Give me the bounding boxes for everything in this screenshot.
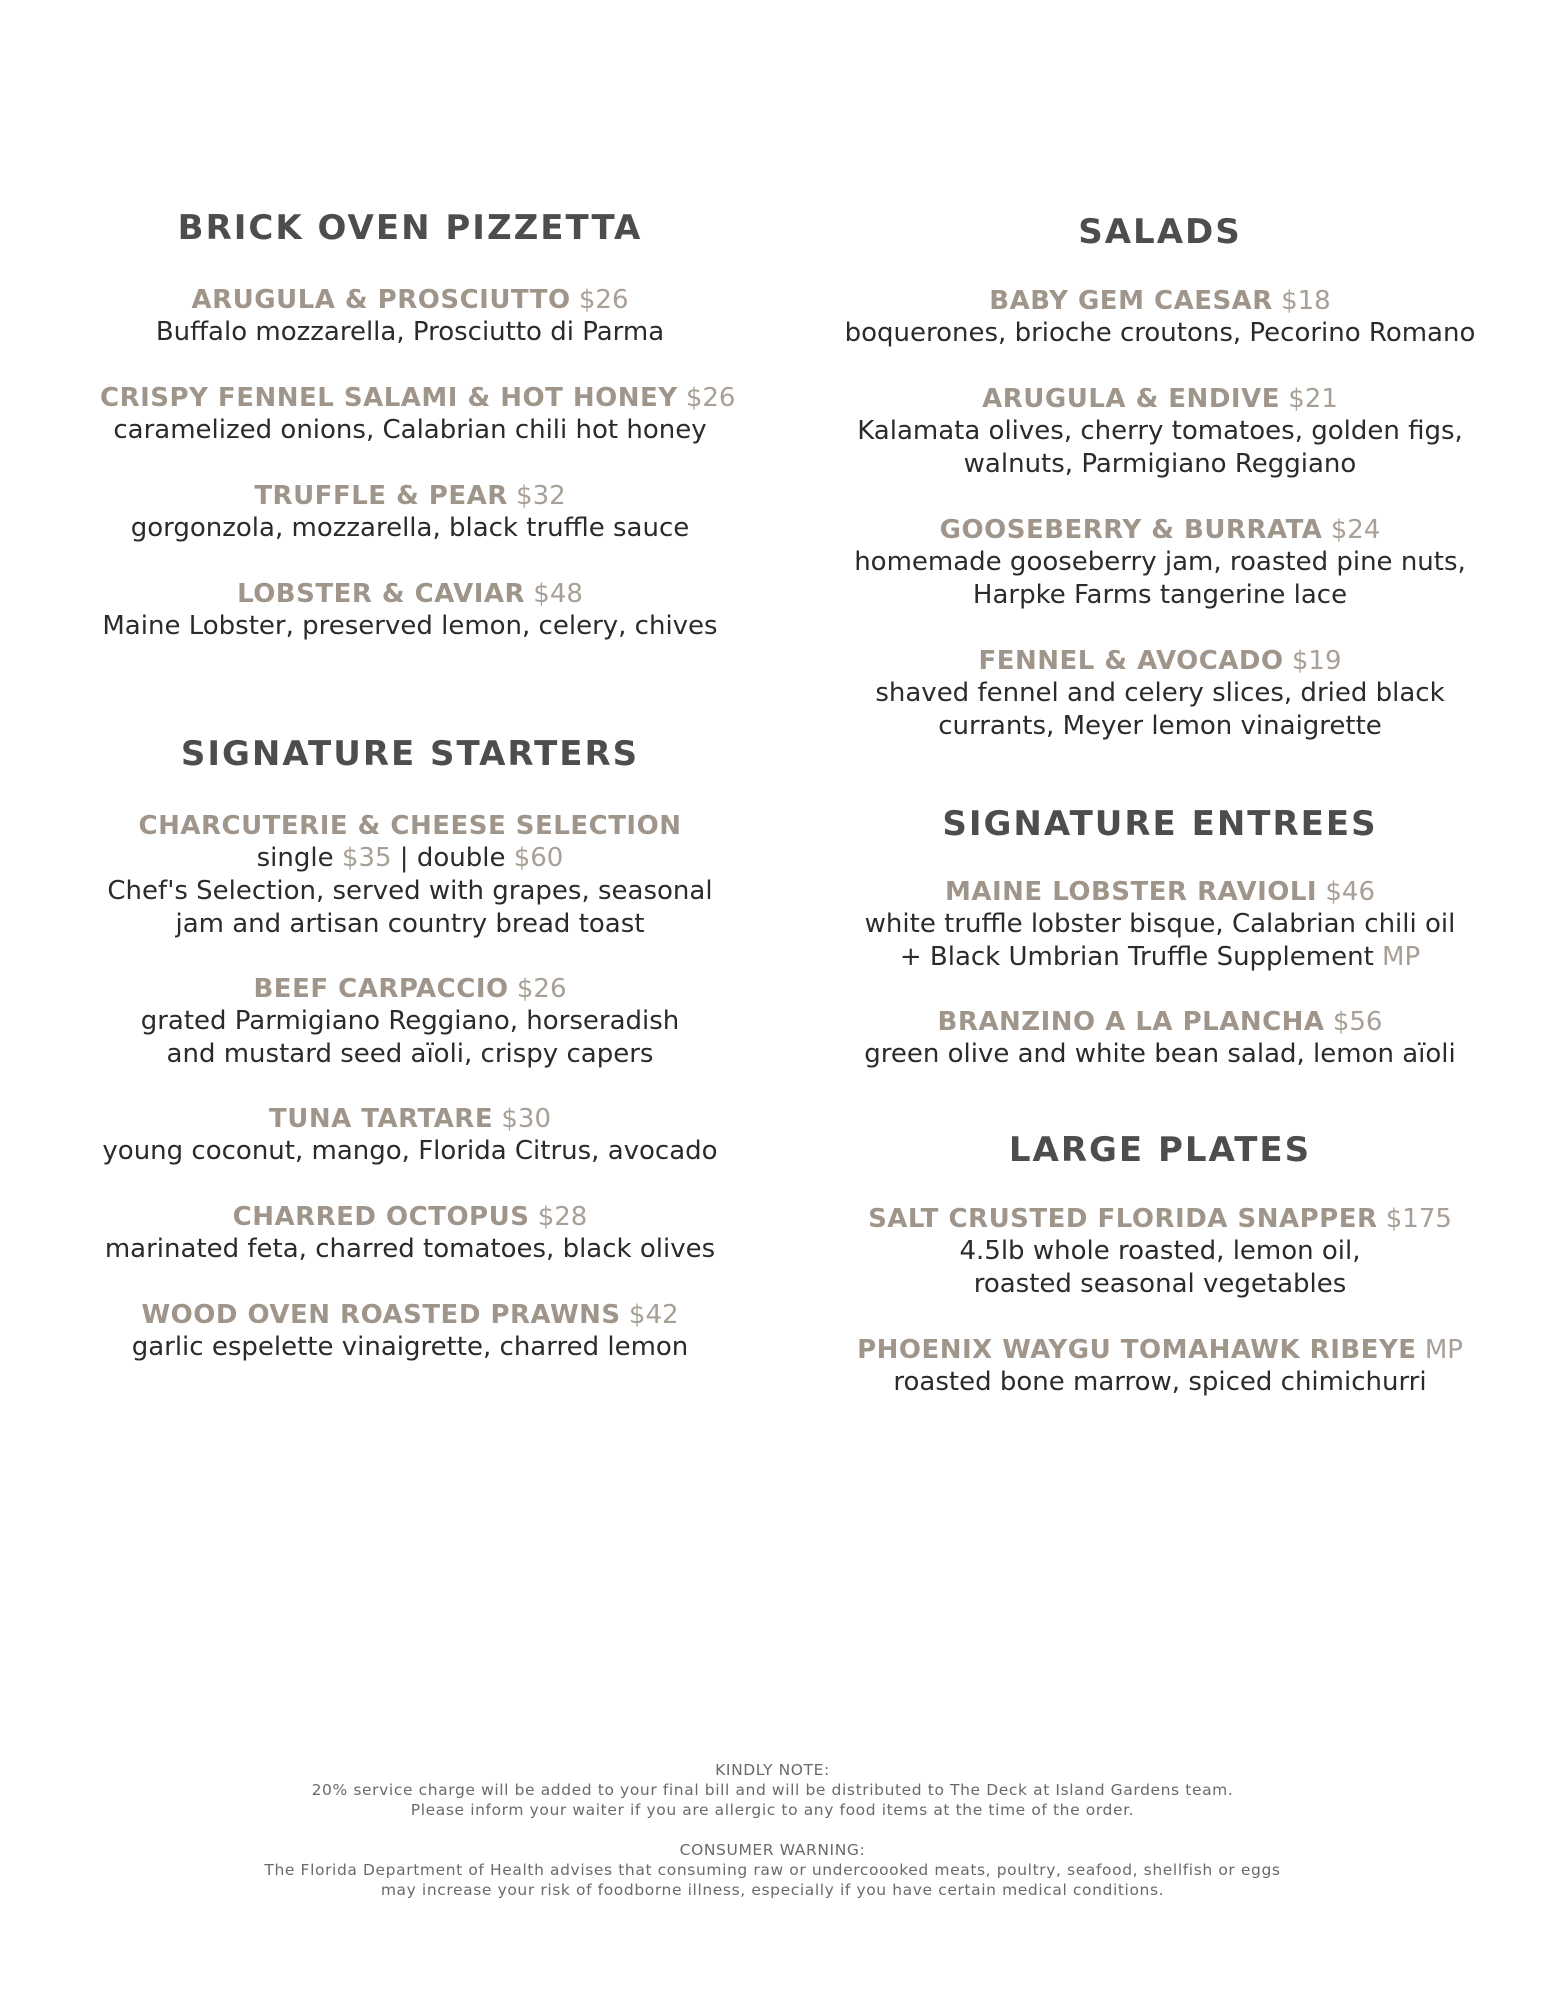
menu-item [100, 1201, 720, 1266]
item-price: $175 [1385, 1204, 1452, 1234]
item-description: roasted seasonal vegetables [973, 1269, 1347, 1299]
menu-item [100, 480, 720, 545]
item-price: $18 [1281, 286, 1331, 316]
item-price: $19 [1291, 646, 1342, 676]
item-price: MP [1424, 1335, 1463, 1365]
item-description: garlic espelette vinaigrette, charred lemon [131, 1332, 689, 1362]
menu-item [830, 1334, 1490, 1399]
item-description: Harpke Farms tangerine lace [972, 580, 1348, 610]
item-description: young coconut, mango, Florida Citrus, avocado [102, 1136, 718, 1166]
menu-item [830, 383, 1490, 481]
item-name: BRANZINO A LA PLANCHA [937, 1007, 1325, 1037]
item-description: grated Parmigiano Reggiano, horseradish [140, 1006, 680, 1036]
item-name: FENNEL & AVOCADO [978, 646, 1284, 676]
item-description: 4.5lb whole roasted, lemon oil, [959, 1236, 1361, 1266]
item-description: roasted bone marrow, spiced chimichurri [893, 1367, 1427, 1397]
single-label: single [256, 843, 334, 873]
section-title-large-plates: LARGE PLATES [1008, 1130, 1312, 1170]
menu-item [100, 973, 720, 1071]
item-name: LOBSTER & CAVIAR [237, 579, 526, 609]
item-price: $24 [1330, 515, 1381, 545]
menu-item [100, 1299, 720, 1364]
item-description: jam and artisan country bread toast [175, 909, 645, 939]
item-price-options [100, 842, 720, 875]
item-description: marinated feta, charred tomatoes, black olives [104, 1234, 716, 1264]
note-title: KINDLY NOTE: [715, 1761, 830, 1779]
item-name: BABY GEM CAESAR [989, 286, 1273, 316]
supplement-price: MP [1382, 942, 1421, 972]
item-price: $30 [501, 1104, 551, 1134]
starters-section [100, 734, 720, 774]
footer-warning [0, 1840, 1545, 1900]
item-name: ARUGULA & ENDIVE [982, 384, 1280, 414]
item-price: $26 [516, 974, 567, 1004]
item-description: walnuts, Parmigiano Reggiano [963, 449, 1357, 479]
item-name: TRUFFLE & PEAR [254, 481, 508, 511]
pizzetta-section [100, 208, 720, 248]
item-description: green olive and white bean salad, lemon aïoli [864, 1039, 1456, 1069]
item-price: $42 [628, 1300, 679, 1330]
note-line: Please inform your waiter if you are allergic to any food items at the time of the order. [410, 1801, 1135, 1819]
item-price: $48 [533, 579, 583, 609]
warning-title: CONSUMER WARNING: [679, 1841, 866, 1859]
menu-item [100, 382, 736, 447]
single-price: $35 [341, 843, 392, 873]
item-description: shaved fennel and celery slices, dried black [875, 678, 1445, 708]
item-name: SALT CRUSTED FLORIDA SNAPPER [868, 1204, 1378, 1234]
item-price: $26 [578, 285, 629, 315]
item-description: Maine Lobster, preserved lemon, celery, chives [102, 611, 718, 641]
item-description: currants, Meyer lemon vinaigrette [938, 711, 1382, 741]
item-price: $46 [1325, 877, 1376, 907]
menu-item [100, 284, 720, 349]
item-name: PHOENIX WAYGU TOMAHAWK RIBEYE [857, 1335, 1417, 1365]
item-name: ARUGULA & PROSCIUTTO [191, 285, 571, 315]
menu-item [830, 1203, 1490, 1301]
salads-section [830, 212, 1490, 252]
warning-line: The Florida Department of Health advises that consuming raw or undercoooked meats, poultry, seafood, shellfish or eggs [264, 1861, 1281, 1879]
item-description: Chef's Selection, served with grapes, seasonal [107, 876, 713, 906]
menu-item [100, 578, 720, 643]
item-description: gorgonzola, mozzarella, black truffle sauce [130, 513, 690, 543]
section-title-pizzetta: BRICK OVEN PIZZETTA [177, 208, 643, 248]
menu-item [830, 645, 1490, 743]
item-price: $26 [685, 383, 736, 413]
section-title-entrees: SIGNATURE ENTREES [942, 804, 1378, 844]
section-title-salads: SALADS [1078, 212, 1242, 252]
item-description: Kalamata olives, cherry tomatoes, golden figs, [857, 416, 1463, 446]
warning-line: may increase your risk of foodborne illness, especially if you have certain medical conditions. [380, 1881, 1165, 1899]
item-name: CHARRED OCTOPUS [232, 1202, 530, 1232]
item-description: boquerones, brioche croutons, Pecorino Romano [844, 318, 1476, 348]
item-price: $32 [516, 481, 566, 511]
menu-item-ravioli [830, 876, 1490, 974]
item-name: GOOSEBERRY & BURRATA [939, 515, 1323, 545]
item-description: caramelized onions, Calabrian chili hot honey [113, 415, 707, 445]
entrees-section [830, 804, 1490, 844]
item-description: and mustard seed aïoli, crispy capers [166, 1039, 654, 1069]
price-separator: | [399, 843, 409, 873]
item-description: Buffalo mozzarella, Prosciutto di Parma [155, 317, 665, 347]
item-description: white truffle lobster bisque, Calabrian chili oil [864, 909, 1456, 939]
large-plates-section [830, 1130, 1490, 1170]
note-line: 20% service charge will be added to your final bill and will be distributed to The Deck at Island Gardens team. [311, 1781, 1234, 1799]
item-price: $21 [1288, 384, 1338, 414]
item-description: homemade gooseberry jam, roasted pine nuts, [854, 547, 1466, 577]
menu-item [100, 1103, 720, 1168]
item-price: $28 [537, 1202, 588, 1232]
menu-item-charcuterie [100, 810, 720, 941]
menu-item [830, 1006, 1490, 1071]
double-label: double [416, 843, 506, 873]
menu-item [830, 285, 1490, 350]
item-name: CRISPY FENNEL SALAMI & HOT HONEY [100, 383, 678, 413]
item-name: BEEF CARPACCIO [253, 974, 509, 1004]
item-name: MAINE LOBSTER RAVIOLI [944, 877, 1318, 907]
item-name: TUNA TARTARE [269, 1104, 494, 1134]
item-name: CHARCUTERIE & CHEESE SELECTION [138, 811, 682, 841]
item-price: $56 [1332, 1007, 1383, 1037]
item-name: WOOD OVEN ROASTED PRAWNS [141, 1300, 621, 1330]
footer-note [0, 1760, 1545, 1820]
item-supplement [830, 941, 1490, 974]
supplement-label: + Black Umbrian Truffle Supplement [899, 942, 1374, 972]
section-title-starters: SIGNATURE STARTERS [180, 734, 640, 774]
menu-item [830, 514, 1490, 612]
double-price: $60 [513, 843, 564, 873]
